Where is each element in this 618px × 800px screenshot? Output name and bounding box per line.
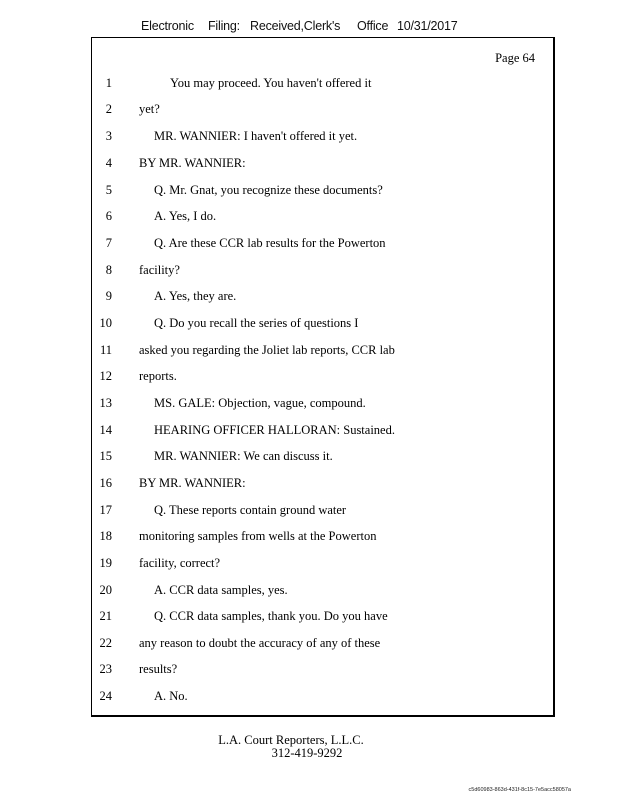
transcript-line <box>92 127 552 145</box>
line-number: 17 <box>99 503 112 517</box>
transcript-line <box>92 660 552 678</box>
transcript-line <box>92 261 552 279</box>
line-number: 8 <box>105 263 112 277</box>
document-id: c5d60983-863d-431f-8c15-7e5acc58057a <box>468 787 571 793</box>
footer-company-name: L.A. Court Reporters, L.L.C. <box>218 733 364 747</box>
line-text: MR. WANNIER: I haven't offered it yet. <box>154 129 358 143</box>
line-number: 1 <box>105 76 112 90</box>
transcript-line <box>92 634 552 652</box>
line-number: 3 <box>105 129 112 143</box>
line-text: reports. <box>139 369 177 383</box>
line-number: 24 <box>99 689 112 703</box>
line-number: 4 <box>105 156 112 170</box>
transcript-line <box>92 154 552 172</box>
transcript-line <box>92 501 552 519</box>
line-number: 9 <box>105 289 112 303</box>
line-text: Q. Mr. Gnat, you recognize these documents? <box>154 183 383 197</box>
line-text: A. Yes, I do. <box>154 209 217 223</box>
transcript-line <box>92 447 552 465</box>
filing-stamp-word: Received,Clerk's <box>250 19 341 33</box>
transcript-line <box>92 394 552 412</box>
line-text: yet? <box>139 102 160 116</box>
line-text: MR. WANNIER: We can discuss it. <box>154 449 333 463</box>
transcript-line <box>92 421 552 439</box>
line-number: 7 <box>105 236 112 250</box>
line-text: Q. These reports contain ground water <box>154 503 347 517</box>
line-text: You may proceed. You haven't offered it <box>170 76 372 90</box>
line-number: 23 <box>99 662 112 676</box>
line-number: 21 <box>99 609 112 623</box>
line-number: 14 <box>99 423 112 437</box>
line-number: 13 <box>99 396 112 410</box>
line-text: A. Yes, they are. <box>154 289 237 303</box>
footer-phone: 312-419-9292 <box>271 746 343 760</box>
transcript-line <box>92 607 552 625</box>
line-text: BY MR. WANNIER: <box>139 156 246 170</box>
transcript-line <box>92 234 552 252</box>
line-text: monitoring samples from wells at the Powerton <box>139 529 377 543</box>
line-number: 20 <box>99 583 112 597</box>
transcript-line <box>92 287 552 305</box>
transcript-line <box>92 527 552 545</box>
filing-stamp-word: Office <box>357 19 389 33</box>
line-text: MS. GALE: Objection, vague, compound. <box>154 396 366 410</box>
line-number: 19 <box>99 556 112 570</box>
line-number: 10 <box>99 316 112 330</box>
transcript-line <box>92 687 552 705</box>
line-text: results? <box>139 662 178 676</box>
line-number: 11 <box>99 343 112 357</box>
transcript-line <box>92 367 552 385</box>
line-text: facility? <box>139 263 180 277</box>
line-text: any reason to doubt the accuracy of any of these <box>139 636 381 650</box>
line-text: facility, correct? <box>139 556 221 570</box>
filing-stamp-word: Filing: <box>208 19 240 33</box>
line-text: asked you regarding the Joliet lab reports, CCR lab <box>139 343 395 357</box>
line-number: 18 <box>99 529 112 543</box>
line-text: Q. Are these CCR lab results for the Powerton <box>154 236 386 250</box>
filing-stamp-date: 10/31/2017 <box>397 19 458 33</box>
transcript-line <box>92 474 552 492</box>
line-text: HEARING OFFICER HALLORAN: Sustained. <box>154 423 395 437</box>
line-number: 5 <box>105 183 112 197</box>
transcript-line <box>92 341 552 359</box>
line-text: Q. CCR data samples, thank you. Do you have <box>154 609 388 623</box>
line-number: 22 <box>99 636 112 650</box>
line-text: A. No. <box>154 689 188 703</box>
transcript-line <box>92 554 552 572</box>
page-number: Page 64 <box>495 51 535 65</box>
line-text: Q. Do you recall the series of questions I <box>154 316 359 330</box>
line-number: 2 <box>105 102 112 116</box>
filing-stamp <box>0 19 618 35</box>
filing-stamp-word: Electronic <box>141 19 194 33</box>
line-number: 6 <box>105 209 112 223</box>
line-number: 16 <box>99 476 112 490</box>
transcript-line <box>92 181 552 199</box>
line-text: A. CCR data samples, yes. <box>154 583 288 597</box>
transcript-page <box>91 37 555 717</box>
line-text: BY MR. WANNIER: <box>139 476 246 490</box>
transcript-line <box>92 74 552 92</box>
transcript-line <box>92 100 552 118</box>
transcript-line <box>92 314 552 332</box>
transcript-line <box>92 207 552 225</box>
line-number: 15 <box>99 449 112 463</box>
transcript-line <box>92 581 552 599</box>
line-number: 12 <box>99 369 112 383</box>
